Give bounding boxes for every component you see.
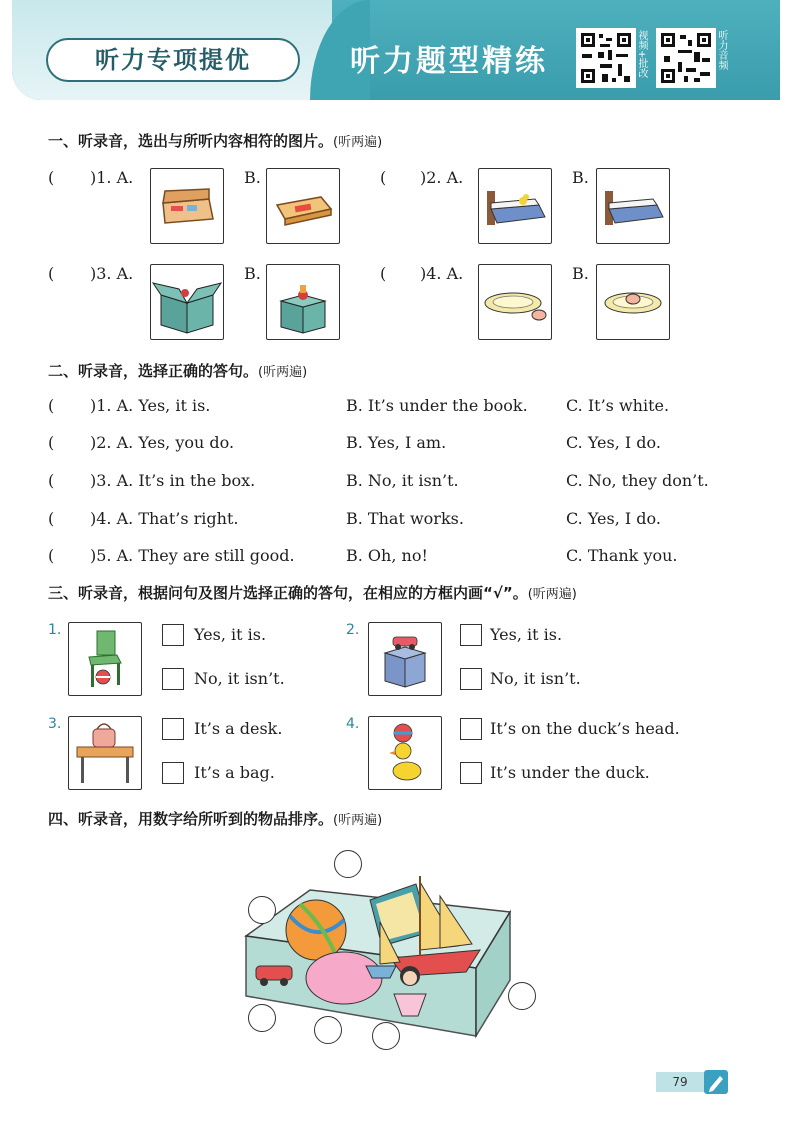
answer-paren[interactable]: (: [380, 264, 387, 283]
answer-paren[interactable]: (: [380, 168, 387, 187]
bed-empty-image[interactable]: [596, 168, 670, 244]
answer-option: It’s on the duck’s head.: [490, 719, 680, 738]
option-a: )4. A. That’s right.: [90, 509, 239, 528]
ball-on-duck-image[interactable]: [368, 716, 442, 790]
option-b: B. No, it isn’t.: [346, 471, 459, 490]
option-c: C. Yes, I do.: [566, 433, 661, 452]
open-box-image[interactable]: [150, 264, 224, 340]
answer-option: It’s under the duck.: [490, 763, 650, 782]
option-c: C. Yes, I do.: [566, 509, 661, 528]
answer-paren[interactable]: (: [48, 264, 55, 283]
order-circle[interactable]: [248, 1004, 276, 1032]
car-on-box-image[interactable]: [368, 622, 442, 696]
answer-paren[interactable]: (: [48, 471, 55, 490]
answer-paren[interactable]: (: [48, 433, 55, 452]
qr2-label: 听力音频: [716, 30, 727, 70]
chair-with-ball-image[interactable]: [68, 622, 142, 696]
question-number: )4. A.: [420, 264, 464, 283]
option-b-label: B.: [572, 168, 589, 187]
option-a: )1. A. Yes, it is.: [90, 396, 211, 415]
section3-title: [48, 582, 577, 603]
answer-checkbox[interactable]: [162, 624, 184, 646]
bag-on-desk-image[interactable]: [68, 716, 142, 790]
section4-title: [48, 808, 382, 829]
option-c: C. Thank you.: [566, 546, 678, 565]
question-number: 1.: [48, 622, 62, 638]
section2-note: (听两遍): [258, 365, 308, 380]
section2-title-text: 二、听录音，选择正确的答句。: [48, 362, 259, 380]
section2-title: [48, 360, 307, 381]
option-b-label: B.: [244, 264, 261, 283]
question-number: 2.: [346, 622, 360, 638]
bed-with-duck-image[interactable]: [478, 168, 552, 244]
answer-checkbox[interactable]: [460, 718, 482, 740]
pencil-icon: [704, 1070, 728, 1094]
qr-code-icon[interactable]: [656, 28, 716, 88]
question-number: )2. A.: [420, 168, 464, 187]
option-c: C. It’s white.: [566, 396, 670, 415]
section4-note: (听两遍): [333, 813, 383, 828]
option-a: )5. A. They are still good.: [90, 546, 295, 565]
answer-option: Yes, it is.: [490, 625, 563, 644]
option-b: B. Yes, I am.: [346, 433, 447, 452]
qr-code-icon[interactable]: [576, 28, 636, 88]
option-b-label: B.: [244, 168, 261, 187]
header-title: 听力题型精练: [350, 44, 548, 79]
section1-note: (听两遍): [333, 135, 383, 150]
answer-checkbox[interactable]: [162, 668, 184, 690]
qr1-label: 视频+批改: [636, 30, 647, 79]
option-b: B. Oh, no!: [346, 546, 428, 565]
section3-title-text: 三、听录音，根据问句及图片选择正确的答句，在相应的方框内画“√”。: [48, 584, 528, 602]
order-circle[interactable]: [334, 850, 362, 878]
question-number: )3. A.: [90, 264, 134, 283]
answer-paren[interactable]: (: [48, 509, 55, 528]
option-b-label: B.: [572, 264, 589, 283]
open-pencil-box-image[interactable]: [150, 168, 224, 244]
order-circle[interactable]: [248, 896, 276, 924]
page-number: 79: [656, 1072, 704, 1092]
option-b: B. That works.: [346, 509, 464, 528]
answer-checkbox[interactable]: [162, 718, 184, 740]
answer-option: Yes, it is.: [194, 625, 267, 644]
option-b: B. It’s under the book.: [346, 396, 528, 415]
option-a: )3. A. It’s in the box.: [90, 471, 256, 490]
answer-option: No, it isn’t.: [194, 669, 285, 688]
section3-note: (听两遍): [527, 587, 577, 602]
answer-paren[interactable]: (: [48, 396, 55, 415]
question-number: 3.: [48, 716, 62, 732]
answer-option: No, it isn’t.: [490, 669, 581, 688]
answer-checkbox[interactable]: [162, 762, 184, 784]
plate-egg-beside-image[interactable]: [478, 264, 552, 340]
section4-title-text: 四、听录音，用数字给所听到的物品排序。: [48, 810, 334, 828]
section1-title-text: 一、听录音，选出与所听内容相符的图片。: [48, 132, 334, 150]
answer-checkbox[interactable]: [460, 624, 482, 646]
box-with-toy-image[interactable]: [266, 264, 340, 340]
order-circle[interactable]: [372, 1022, 400, 1050]
answer-paren[interactable]: (: [48, 168, 55, 187]
closed-pencil-box-image[interactable]: [266, 168, 340, 244]
section1-title: [48, 130, 382, 151]
option-c: C. No, they don’t.: [566, 471, 709, 490]
plate-egg-on-image[interactable]: [596, 264, 670, 340]
option-a: )2. A. Yes, you do.: [90, 433, 235, 452]
question-number: )1. A.: [90, 168, 134, 187]
answer-option: It’s a desk.: [194, 719, 283, 738]
answer-checkbox[interactable]: [460, 762, 482, 784]
answer-option: It’s a bag.: [194, 763, 275, 782]
order-circle[interactable]: [314, 1016, 342, 1044]
header-badge: 听力专项提优: [46, 38, 300, 82]
order-circle[interactable]: [508, 982, 536, 1010]
question-number: 4.: [346, 716, 360, 732]
answer-paren[interactable]: (: [48, 546, 55, 565]
answer-checkbox[interactable]: [460, 668, 482, 690]
